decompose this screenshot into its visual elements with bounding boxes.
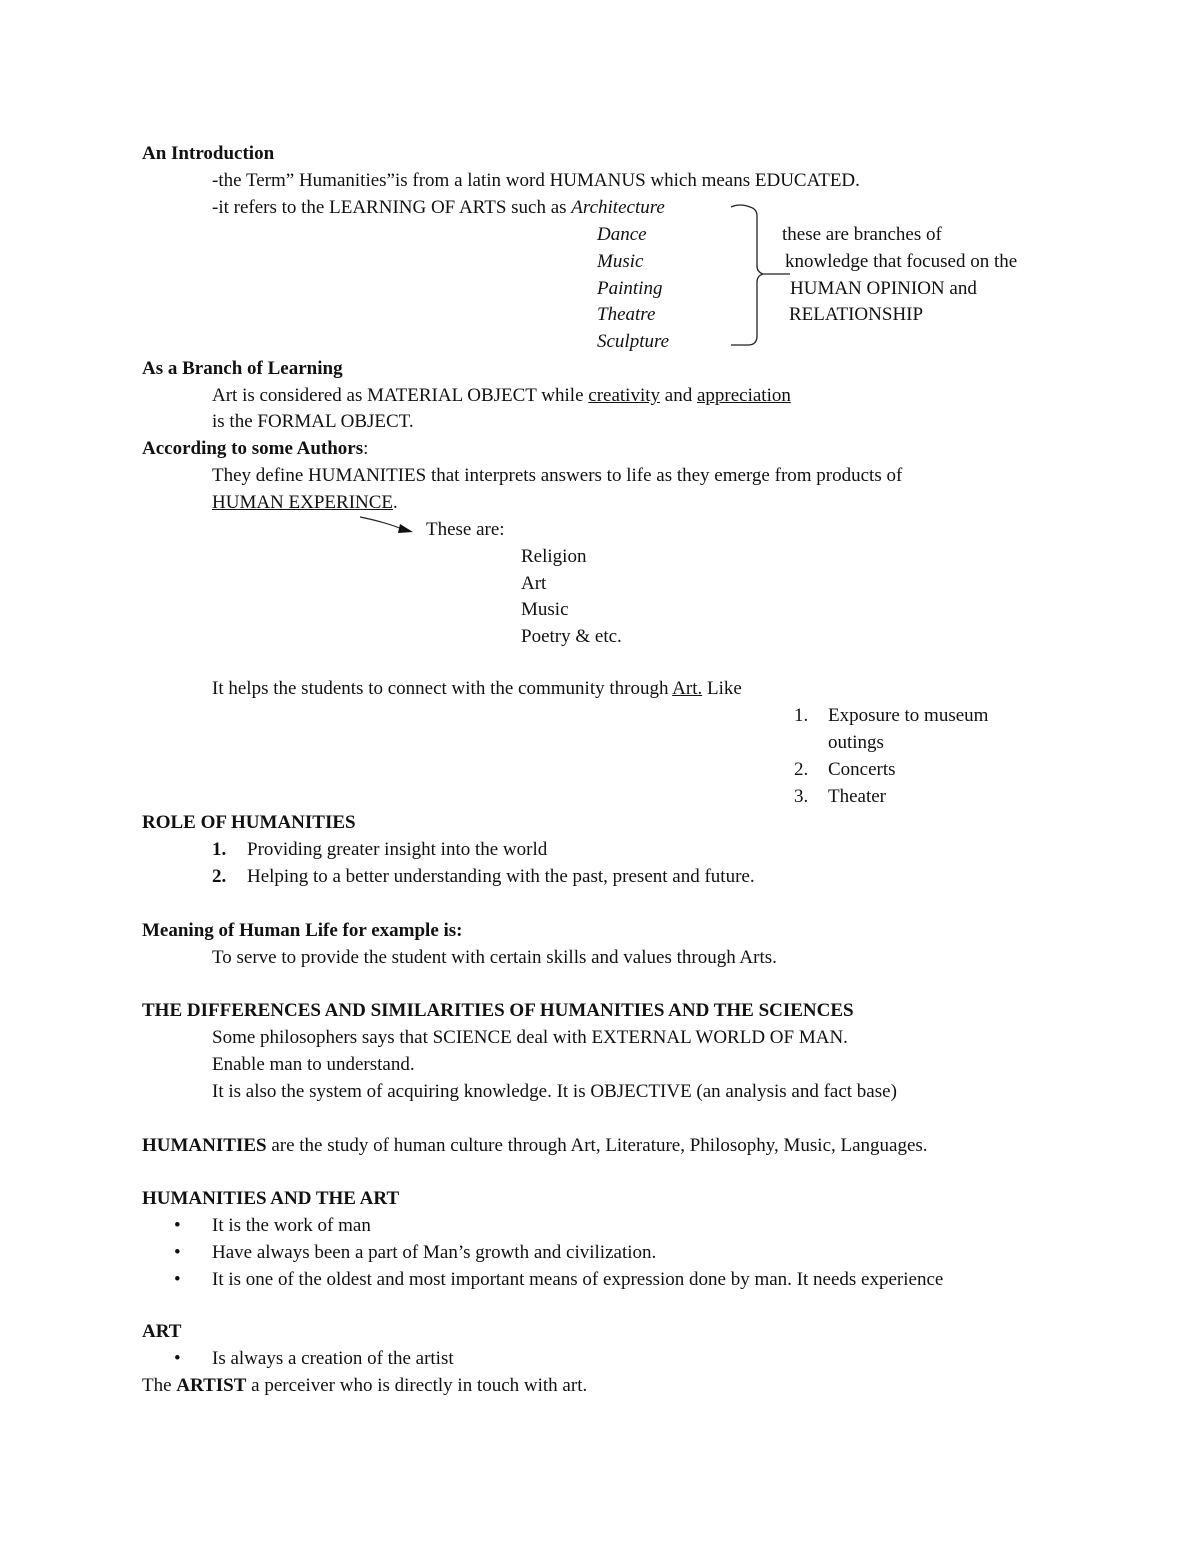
these-item-art: Art [521,573,547,594]
meaning-text: To serve to provide the student with certain skills and values through Arts. [212,947,777,968]
these-item-poetry: Poetry & etc. [521,626,622,647]
authors-heading: According to some Authors [142,438,364,459]
bullet-icon: • [174,1215,181,1236]
branch-text-c: and [660,385,697,406]
intro-line-1: -the Term” Humanities”is from a latin word HUMANUS which means EDUCATED. [212,170,860,191]
these-are-label: These are: [426,519,505,540]
role-num-2: 2. [212,866,227,887]
differences-line-2: Enable man to understand. [212,1054,415,1075]
art-item-music: Music [597,251,644,272]
role-item-1: Providing greater insight into the world [247,839,548,860]
art-item-dance: Dance [597,224,647,245]
bullet-icon: • [174,1242,181,1263]
branches-note-line-4: RELATIONSHIP [789,304,924,325]
artist-text-c: a perceiver who is directly in touch with art. [246,1375,588,1396]
artist-text-a: The [142,1375,177,1396]
art-item-architecture: Architecture [571,197,665,218]
helps-text-b: Like [702,678,742,699]
art-item-sculpture: Sculpture [597,331,670,352]
like-list-num-1: 1. [794,705,809,726]
branches-note-line-2: knowledge that focused on the [785,251,1018,272]
helps-text-a: It helps the students to connect with the community through [212,678,673,699]
humanities-art-heading: HUMANITIES AND THE ART [142,1188,400,1209]
like-list-item-3: Theater [828,786,887,807]
branches-note-line-1: these are branches of [782,224,942,245]
like-list-item-1-line-1: Exposure to museum [828,705,989,726]
branches-note-line-3: HUMAN OPINION and [790,278,977,299]
humanities-rest: are the study of human culture through Art, Literature, Philosophy, Music, Languages. [266,1135,928,1156]
differences-heading: THE DIFFERENCES AND SIMILARITIES OF HUMANITIES AND THE SCIENCES [142,1000,854,1021]
like-list-num-3: 3. [794,786,809,807]
humanities-art-bullet-3: It is one of the oldest and most important means of expression done by man. It needs experience [212,1269,944,1290]
like-list-item-2: Concerts [828,759,896,780]
bullet-icon: • [174,1269,181,1290]
intro-heading: An Introduction [142,143,275,164]
these-item-music: Music [521,599,569,620]
role-num-1: 1. [212,839,227,860]
authors-line-2-dot: . [393,492,398,513]
differences-line-1: Some philosophers says that SCIENCE deal with EXTERNAL WORLD OF MAN. [212,1027,848,1048]
branch-line-2: is the FORMAL OBJECT. [212,411,414,432]
meaning-heading: Meaning of Human Life for example is: [142,920,463,941]
authors-line-1: They define HUMANITIES that interprets answers to life as they emerge from products of [212,465,903,486]
humanities-bold: HUMANITIES [142,1135,267,1156]
creativity-term: creativity [588,385,661,406]
artist-bold: ARTIST [176,1375,247,1396]
branch-text-a: Art is considered as MATERIAL OBJECT while [212,385,589,406]
humanities-art-bullet-1: It is the work of man [212,1215,371,1236]
artist-line [142,1375,587,1397]
art-item-painting: Painting [597,278,663,299]
humanities-art-bullet-2: Have always been a part of Man’s growth and civilization. [212,1242,657,1263]
art-bullet-1: Is always a creation of the artist [212,1348,454,1369]
intro-line-2-prefix: -it refers to the LEARNING OF ARTS such as [212,197,572,218]
bullet-icon: • [174,1348,181,1369]
role-item-2: Helping to a better understanding with the past, present and future. [247,866,755,887]
like-list-item-1-line-2: outings [828,732,884,753]
role-heading: ROLE OF HUMANITIES [142,812,356,833]
art-term: Art. [672,678,703,699]
these-item-religion: Religion [521,546,587,567]
helps-line [212,678,742,700]
art-item-theatre: Theatre [597,304,656,325]
appreciation-term: appreciation [696,385,791,406]
like-list-num-2: 2. [794,759,809,780]
humanities-definition [142,1135,928,1157]
differences-line-3: It is also the system of acquiring knowledge. It is OBJECTIVE (an analysis and fact base) [212,1081,897,1102]
art-heading: ART [142,1321,182,1342]
authors-colon: : [363,438,369,459]
branch-heading: As a Branch of Learning [142,358,343,379]
human-experince-term: HUMAN EXPERINCE [212,492,394,513]
